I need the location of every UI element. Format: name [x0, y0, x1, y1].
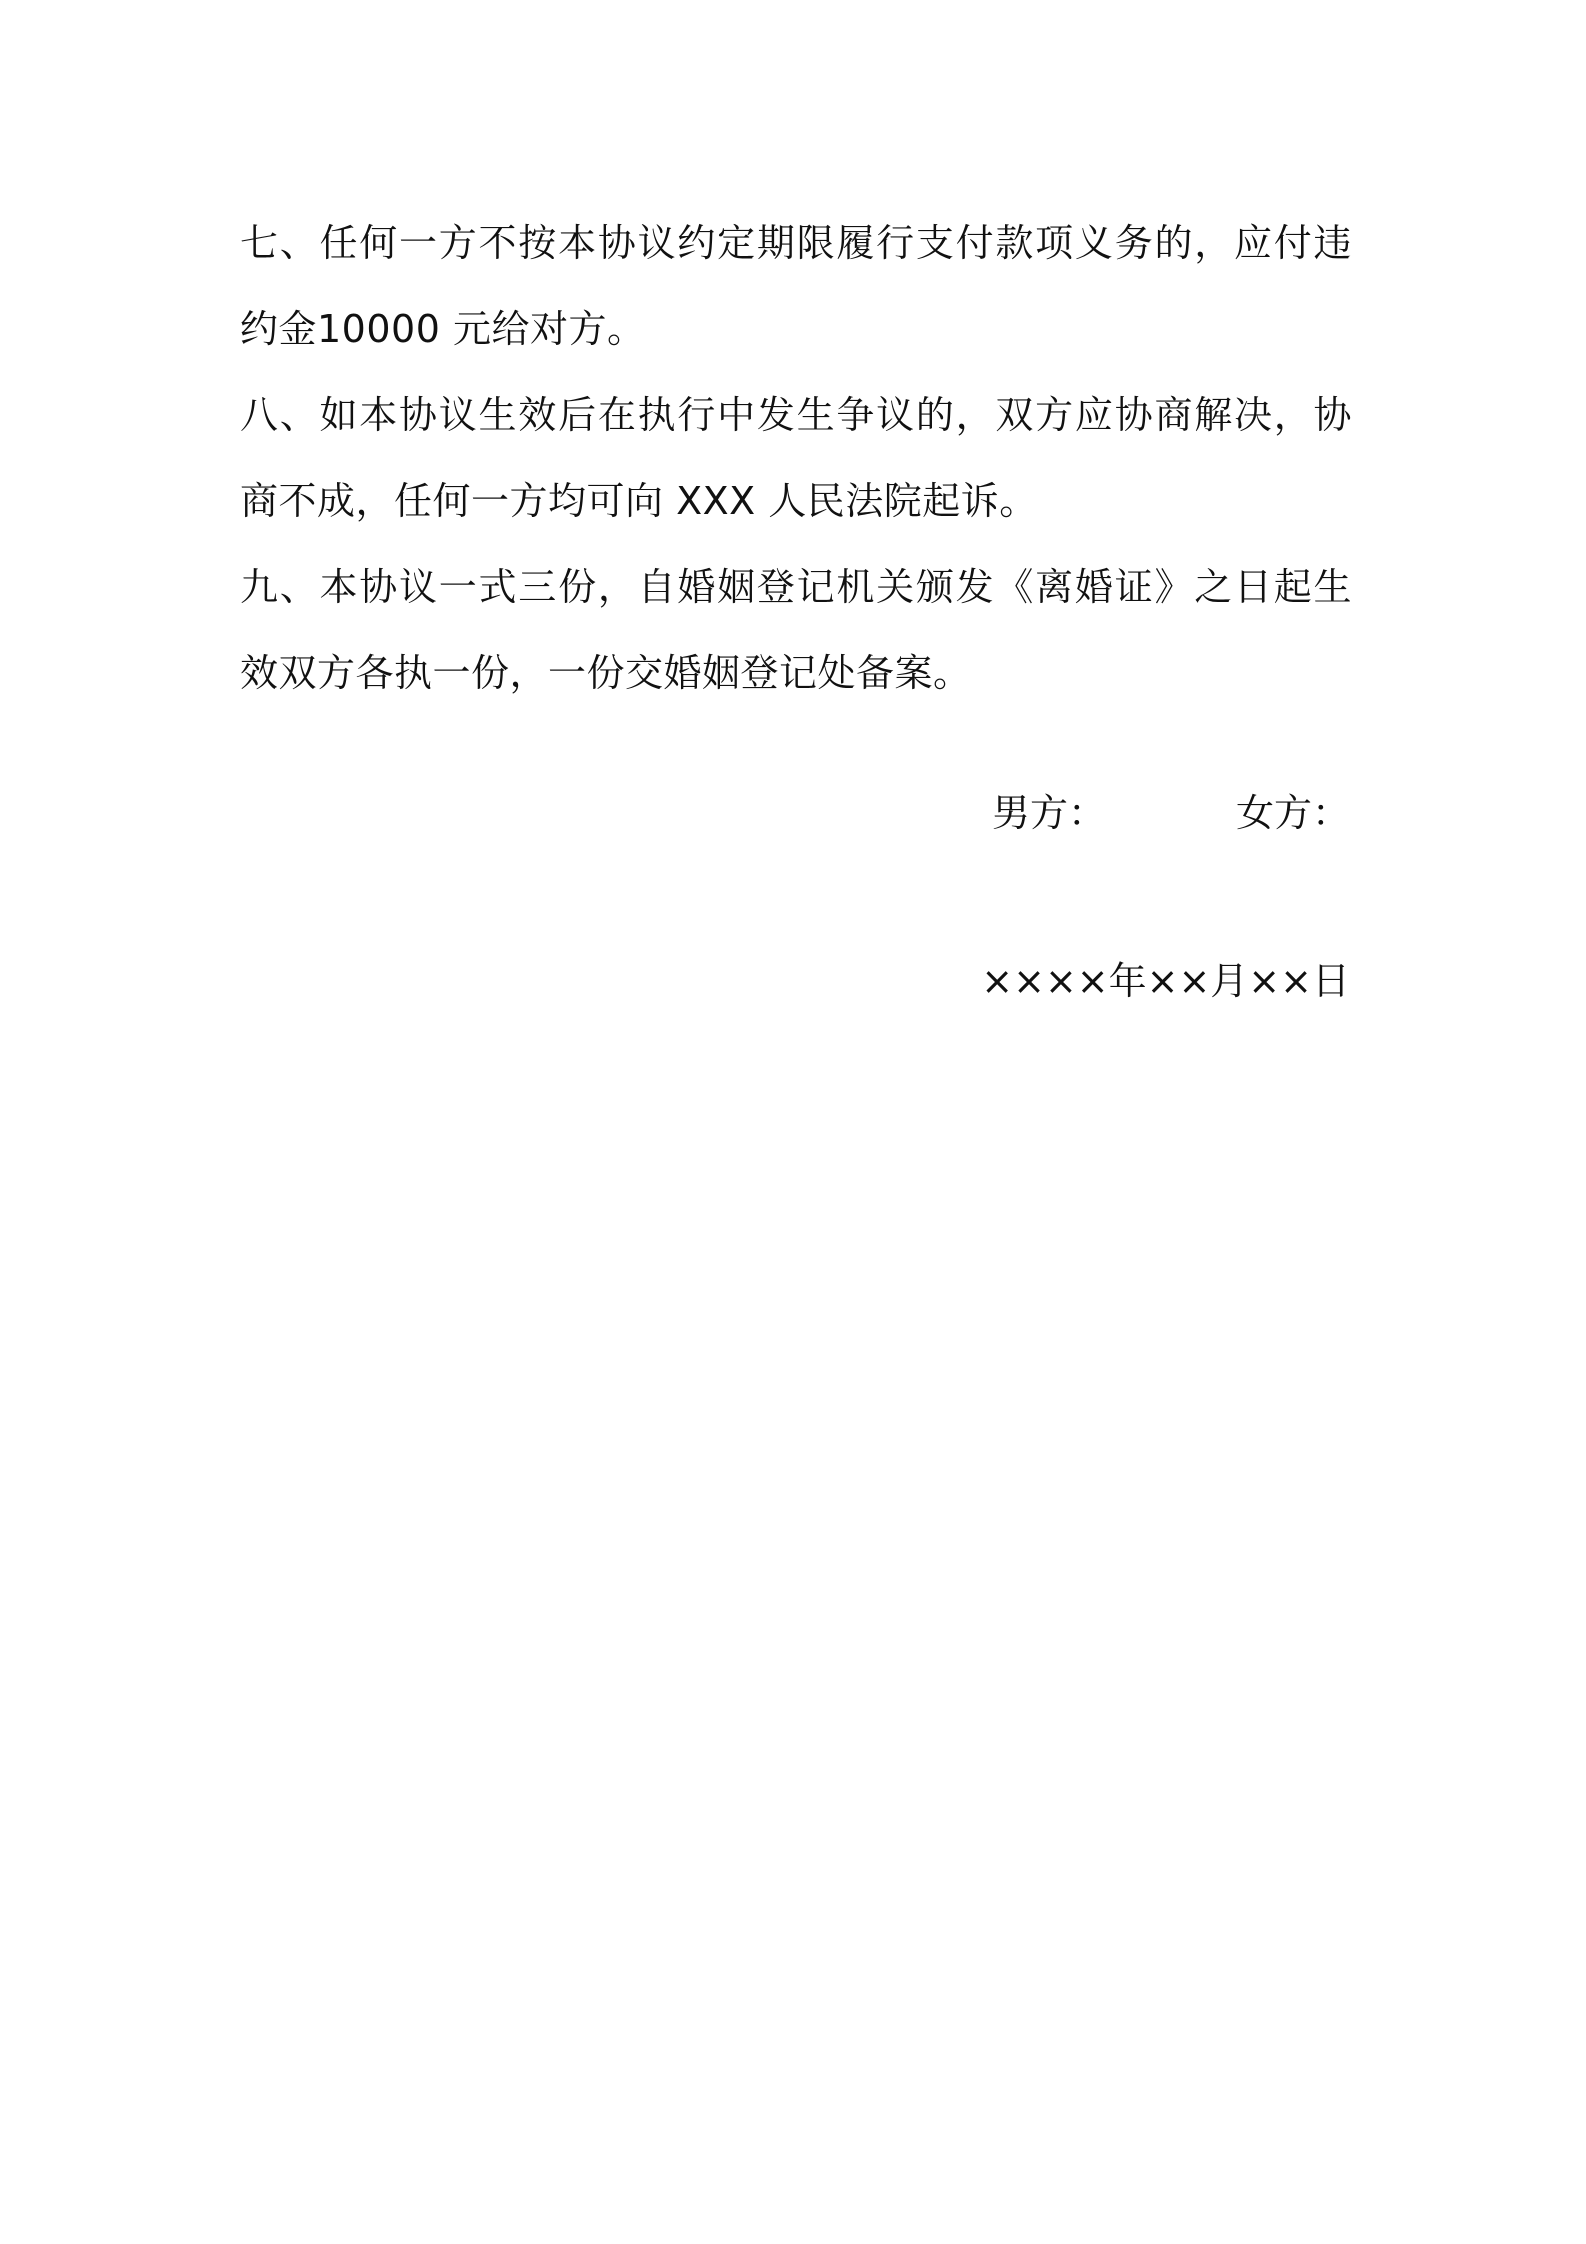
- clause-9: 九、本协议一式三份，自婚姻登记机关颁发《离婚证》之日起生效双方各执一份，一份交婚姻登记处备案。: [240, 565, 1352, 695]
- signature-block: [992, 770, 1350, 856]
- agreement-clauses: [240, 200, 1352, 716]
- male-party-label: 男方：: [991, 791, 1106, 835]
- female-party-label: 女方：: [1235, 791, 1350, 835]
- signing-date: ××××年××月××日: [981, 959, 1350, 1003]
- clause-8: 八、如本协议生效后在执行中发生争议的，双方应协商解决，协商不成，任何一方均可向 XXX 人民法院起诉。: [240, 393, 1352, 523]
- clause-7: 七、任何一方不按本协议约定期限履行支付款项义务的，应付违约金10000 元给对方。: [240, 221, 1352, 351]
